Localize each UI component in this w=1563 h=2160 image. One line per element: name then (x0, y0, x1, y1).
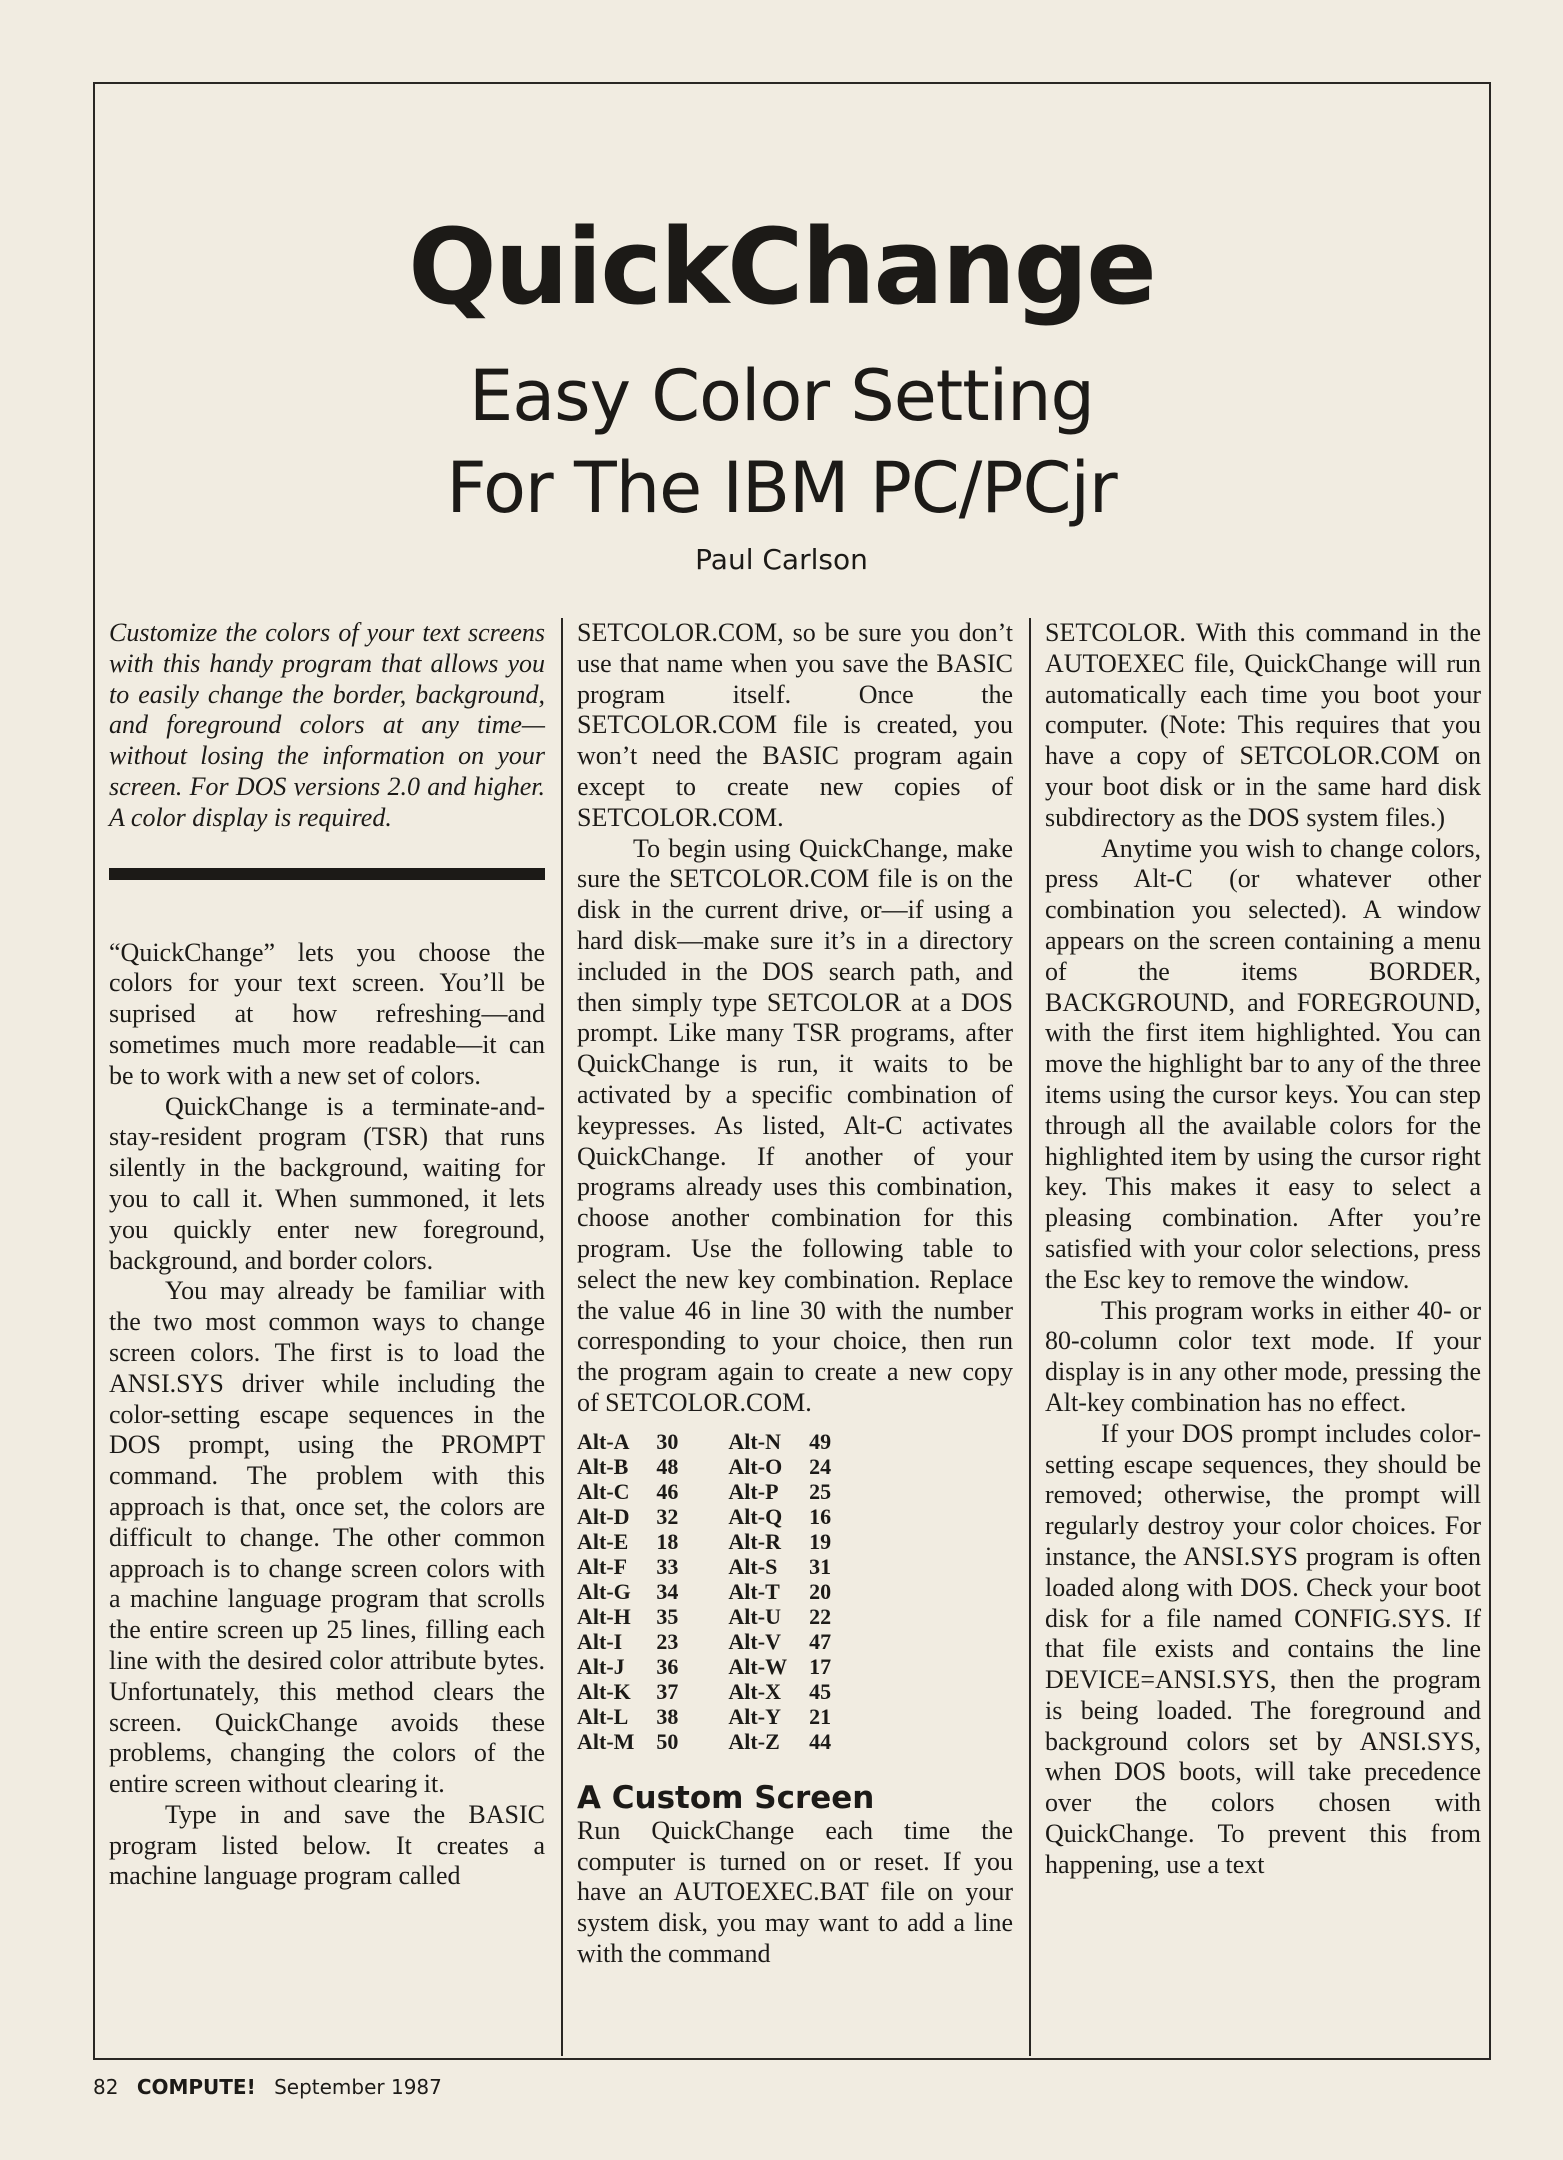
key-code: 45 (809, 1678, 832, 1704)
page-footer (93, 2075, 442, 2099)
paragraph: “QuickChange” lets you choose the colors for your text screen. You’ll be suprised at how refreshing—and sometimes much more readable—it can be to work with a new set of colors. (109, 937, 545, 1090)
column-divider (1029, 618, 1031, 2056)
table-row (577, 1479, 853, 1504)
key-name: Alt-J (577, 1653, 625, 1679)
table-row (577, 1629, 853, 1654)
key-name: Alt-L (577, 1703, 629, 1729)
key-code: 30 (656, 1428, 679, 1454)
table-row (577, 1654, 853, 1679)
key-code: 34 (656, 1578, 679, 1604)
key-code: 37 (656, 1678, 679, 1704)
key-code: 35 (656, 1603, 679, 1629)
key-name: Alt-B (577, 1453, 629, 1479)
key-code: 32 (656, 1503, 679, 1529)
key-code: 18 (656, 1528, 679, 1554)
paragraph: Anytime you wish to change colors, press Alt-C (or whatever other combination you selected). A window appears on the screen containing a menu of the items BORDER, BACKGROUND, and FOREGROUND, with the first item highlighted. You can move the highlight bar to any of the three items using the cursor keys. You can step through all the available colors for the highlighted item by using the cursor right key. This makes it easy to select a pleasing combination. After you’re satisfied with your color selections, press the Esc key to remove the window. (1045, 833, 1481, 1294)
key-name: Alt-Z (728, 1728, 780, 1754)
key-name: Alt-A (577, 1428, 630, 1454)
key-name: Alt-Q (728, 1503, 783, 1529)
key-name: Alt-C (577, 1478, 630, 1504)
key-name: Alt-Y (728, 1703, 781, 1729)
column-3 (1045, 618, 1481, 1881)
paragraph: To begin using QuickChange, make sure the SETCOLOR.COM file is on the disk in the current drive, or—if using a hard disk—make sure it’s in a directory included in the DOS search path, and then simply type SETCOLOR at a DOS prompt. Like many TSR programs, after QuickChange is run, it waits to be activated by a specific combination of keypresses. As listed, Alt-C activates QuickChange. If another of your programs already uses this combination, choose another combination for this program. Use the following table to select the new key combination. Replace the value 46 in line 30 with the number corresponding to your choice, then run the program again to create a new copy of SETCOLOR.COM. (577, 833, 1013, 1417)
key-code: 48 (656, 1453, 679, 1479)
key-code: 22 (809, 1603, 832, 1629)
table-row (577, 1729, 853, 1754)
key-code: 46 (656, 1478, 679, 1504)
key-name: Alt-G (577, 1578, 631, 1604)
table-row (577, 1604, 853, 1629)
key-name: Alt-P (728, 1478, 779, 1504)
key-code: 25 (809, 1478, 832, 1504)
magazine-name: COMPUTE! (136, 2075, 256, 2099)
key-name: Alt-R (728, 1528, 781, 1554)
key-name: Alt-O (728, 1453, 783, 1479)
key-code: 23 (656, 1628, 679, 1654)
section-heading: A Custom Screen (577, 1779, 875, 1816)
key-name: Alt-F (577, 1553, 628, 1579)
paragraph: Run QuickChange each time the computer is turned on or reset. If you have an AUTOEXEC.BAT file on your system disk, you may want to add a line with the command (577, 1815, 1013, 1968)
key-code: 50 (656, 1728, 679, 1754)
key-code: 49 (809, 1428, 832, 1454)
key-name: Alt-M (577, 1728, 635, 1754)
key-name: Alt-T (728, 1578, 780, 1604)
paragraph: SETCOLOR.COM, so be sure you don’t use that name when you save the BASIC program itself. Once the SETCOLOR.COM file is created, you won’t need the BASIC program again except to create new copies of SETCOLOR.COM. (577, 618, 1013, 832)
key-code: 19 (809, 1528, 832, 1554)
key-name: Alt-U (728, 1603, 781, 1629)
key-name: Alt-I (577, 1628, 623, 1654)
key-code: 33 (656, 1553, 679, 1579)
paragraph: Type in and save the BASIC program listed below. It creates a machine language program called (109, 1799, 545, 1891)
key-name: Alt-E (577, 1528, 629, 1554)
key-name: Alt-W (728, 1653, 788, 1679)
column-1 (109, 618, 545, 1892)
paragraph: You may already be familiar with the two most common ways to change screen colors. The first is to load the ANSI.SYS driver while including the color-setting escape sequences in the DOS prompt, using the PROMPT command. The problem with this approach is that, once set, the colors are difficult to change. The other common approach is to change screen colors with a machine language program that scrolls the entire screen up 25 lines, filling each line with the desired color attribute bytes. Unfortunately, this method clears the screen. QuickChange avoids these problems, changing the colors of the entire screen without clearing it. (109, 1276, 545, 1799)
key-name: Alt-V (728, 1628, 781, 1654)
article-subtitle (0, 350, 1563, 534)
table-row (577, 1704, 853, 1729)
table-row (577, 1529, 853, 1554)
key-code: 47 (809, 1628, 832, 1654)
issue-date: September 1987 (274, 2075, 442, 2099)
key-code: 20 (809, 1578, 832, 1604)
paragraph: QuickChange is a terminate-and-stay-resident program (TSR) that runs silently in the background, waiting for you to call it. When summoned, it lets you quickly enter new foreground, background, and border colors. (109, 1091, 545, 1275)
key-name: Alt-S (728, 1553, 778, 1579)
table-row (577, 1429, 853, 1454)
key-name: Alt-X (728, 1678, 781, 1704)
table-row (577, 1554, 853, 1579)
column-divider (561, 618, 563, 2056)
table-row (577, 1679, 853, 1704)
key-code: 38 (656, 1703, 679, 1729)
page-number: 82 (93, 2075, 119, 2099)
subtitle-line-2: For The IBM PC/PCjr (446, 447, 1117, 529)
key-code: 21 (809, 1703, 832, 1729)
key-combination-table (577, 1429, 853, 1754)
key-code: 31 (809, 1553, 832, 1579)
key-name: Alt-H (577, 1603, 631, 1629)
section-bar (109, 868, 545, 880)
subtitle-line-1: Easy Color Setting (469, 355, 1094, 437)
intro-blurb: Customize the colors of your text screens with this handy program that allows you to easily change the border, background, and foreground colors at any time—without losing the information on your screen. For DOS versions 2.0 and higher. A color display is required. (109, 618, 545, 832)
key-name: Alt-D (577, 1503, 630, 1529)
author-byline: Paul Carlson (695, 543, 868, 576)
column-2 (577, 618, 1013, 1970)
key-name: Alt-N (728, 1428, 781, 1454)
paragraph: This program works in either 40- or 80-column color text mode. If your display is in any other mode, pressing the Alt-key combination has no effect. (1045, 1295, 1481, 1417)
paragraph: SETCOLOR. With this command in the AUTOEXEC file, QuickChange will run automatically each time you boot your computer. (Note: This requires that you have a copy of SETCOLOR.COM on your boot disk or in the same hard disk subdirectory as the DOS system files.) (1045, 618, 1481, 832)
key-code: 44 (809, 1728, 832, 1754)
table-row (577, 1579, 853, 1604)
article-title: QuickChange (408, 206, 1155, 328)
key-code: 36 (656, 1653, 679, 1679)
table-row (577, 1504, 853, 1529)
key-code: 16 (809, 1503, 832, 1529)
key-code: 17 (809, 1653, 832, 1679)
paragraph: If your DOS prompt includes color-setting escape sequences, they should be removed; otherwise, the prompt will regularly destroy your color choices. For instance, the ANSI.SYS program is often loaded along with DOS. Check your boot disk for a file named CONFIG.SYS. If that file exists and contains the line DEVICE=ANSI.SYS, then the program is being loaded. The foreground and background colors set by ANSI.SYS, when DOS boots, will take precedence over the colors chosen with QuickChange. To prevent this from happening, use a text (1045, 1418, 1481, 1879)
key-name: Alt-K (577, 1678, 631, 1704)
key-code: 24 (809, 1453, 832, 1479)
table-row (577, 1454, 853, 1479)
